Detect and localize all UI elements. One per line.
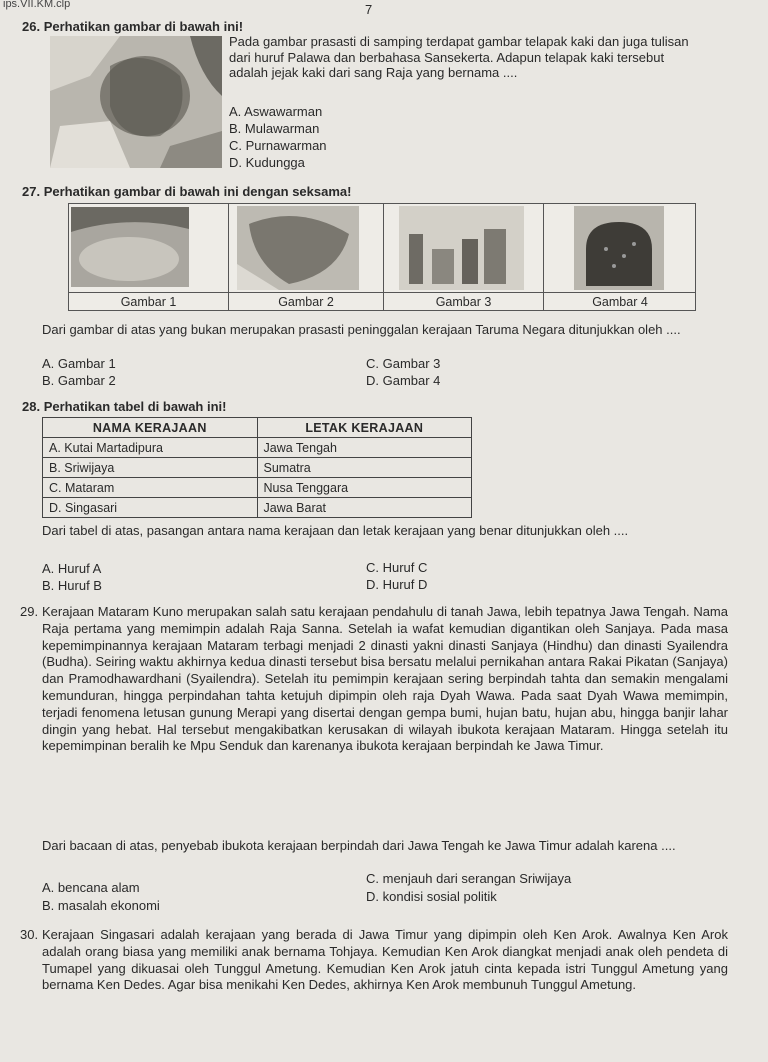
q27-image-table: [68, 203, 696, 311]
q27-caption-1: Gambar 1: [69, 292, 229, 311]
q26-option-a[interactable]: A. Aswawarman: [229, 104, 323, 119]
round-stone-image-4: [544, 204, 696, 292]
kingdom-location: Sumatra: [257, 458, 472, 478]
q29-option-c[interactable]: C. menjauh dari serangan Sriwijaya: [366, 871, 572, 886]
q30-passage: Kerajaan Singasari adalah kerajaan yang berada di Jawa Timur yang dipimpin oleh Ken Arok. Awalnya Ken Arok adalah orang biasa yang memiliki anak bernama Tohjaya. Kemudian Ken Arok diangkat menjadi anak oleh pendeta di Tumapel yang dikuasai oleh Tunggul Ametung. Kemudian Ken Arok jatuh cinta kepada istri Tunggul Ametung yang bernama Ken Dedes. Agar bisa menikahi Ken Dedes, akhirnya Ken Arok membunuh Tunggul Ametung.: [42, 927, 728, 993]
q26-inscription-photo: [50, 36, 222, 168]
q27-image-4: [544, 204, 697, 292]
stone-image-1: [69, 204, 228, 292]
q28-option-b[interactable]: B. Huruf B: [42, 578, 102, 593]
q27-option-c[interactable]: C. Gambar 3: [366, 356, 441, 371]
q26-text: Pada gambar prasasti di samping terdapat gambar telapak kaki dan juga tulisan dari huruf Palawa dan berbahasa Sansekerta. Adapun telapak kaki tersebut adalah jejak kaki dari sang Raja yang bernama ....: [229, 34, 689, 81]
q27-option-b[interactable]: B. Gambar 2: [42, 373, 116, 388]
q28-number: 28.: [22, 399, 41, 414]
q27-title: Perhatikan gambar di bawah ini dengan seksama!: [43, 184, 352, 199]
stone-image-2: [229, 204, 383, 292]
kingdom-name: D. Singasari: [43, 498, 258, 518]
kingdom-name: B. Sriwijaya: [43, 458, 258, 478]
q29-number: 29.: [20, 604, 39, 619]
q28-option-d[interactable]: D. Huruf D: [366, 577, 428, 592]
q27-caption-4: Gambar 4: [544, 292, 696, 311]
q27-question: Dari gambar di atas yang bukan merupakan prasasti peninggalan kerajaan Taruma Negara ditunjukkan oleh ....: [42, 322, 681, 337]
q28-option-a[interactable]: A. Huruf A: [42, 561, 102, 576]
q28-heading: [22, 399, 226, 415]
table-row: [43, 478, 472, 498]
q28-question: Dari tabel di atas, pasangan antara nama kerajaan dan letak kerajaan yang benar ditunjukkan oleh ....: [42, 523, 629, 538]
q27-caption-3: Gambar 3: [384, 292, 544, 311]
q29-question: Dari bacaan di atas, penyebab ibukota kerajaan berpindah dari Jawa Tengah ke Jawa Timur adalah karena ....: [42, 838, 676, 853]
q26-number: 26.: [22, 19, 41, 34]
page-number: 7: [365, 2, 373, 17]
kingdom-name: A. Kutai Martadipura: [43, 438, 258, 458]
table-header-row: [43, 418, 472, 438]
table-row: [43, 458, 472, 478]
kingdom-location: Jawa Tengah: [257, 438, 472, 458]
kingdom-location: Jawa Barat: [257, 498, 472, 518]
q26-heading: [22, 19, 243, 35]
q29-option-d[interactable]: D. kondisi sosial politik: [366, 889, 497, 904]
q26-option-c[interactable]: C. Purnawarman: [229, 138, 327, 153]
source-header: ips.VII.KM.clp: [3, 0, 71, 10]
kingdom-name: C. Mataram: [43, 478, 258, 498]
q28-title: Perhatikan tabel di bawah ini!: [43, 399, 227, 414]
q28-option-c[interactable]: C. Huruf C: [366, 560, 428, 575]
q26-option-d[interactable]: D. Kudungga: [229, 155, 305, 170]
table-row: [43, 498, 472, 518]
q29-option-b[interactable]: B. masalah ekonomi: [42, 898, 160, 913]
q27-option-a[interactable]: A. Gambar 1: [42, 356, 116, 371]
column-header-name: NAMA KERAJAAN: [43, 418, 258, 438]
q27-image-3: [384, 204, 544, 292]
q27-image-2: [229, 204, 384, 292]
footprint-stone-image: [50, 36, 222, 168]
stones-image-3: [384, 204, 543, 292]
q29-passage: Kerajaan Mataram Kuno merupakan salah satu kerajaan pendahulu di tanah Jawa, lebih tepatnya Jawa Tengah. Nama Raja pertama yang memimpin adalah Raja Sanna. Setelah ia wafat kemudian digantikan oleh Sanjaya. Pada masa kepemimpinannya kerajaan Mataram terbagi menjadi 2 dinasti yakni dinasti Sanjaya (Hindhu) dan dinasti Syailendra (Budha). Seiring waktu akhirnya kedua dinasti tersebut bisa bersatu melalui pernikahan antara Rakai Pikatan (Sanjaya) dan Pramodhawardhani (Syailendra). Setelah itu pemimpin kerajaan sering berpindah tahta dan semakin mengalami kemunduran, hingga perpindahan tahta ketujuh dipimpin oleh raja Dyah Wawa. Pada saat Dyah Wawa memimpin, terjadi fenomena letusan gunung Merapi yang disertai dengan gempa bumi, hujan batu, hujan abu, hingga banjir lahar dingin yang hebat. Hal tersebut mengakibatkan kerusakan di wilayah ibukota kerajaan Mataram. Hingga setelah itu kepemimpinan beralih ke Mpu Senduk dan karenanya ibukota kerajaan berpindah ke Jawa Timur.: [42, 604, 728, 754]
q29-option-a[interactable]: A. bencana alam: [42, 880, 140, 895]
q27-option-d[interactable]: D. Gambar 4: [366, 373, 441, 388]
q26-title: Perhatikan gambar di bawah ini!: [43, 19, 244, 34]
column-header-location: LETAK KERAJAAN: [257, 418, 472, 438]
table-row: [43, 438, 472, 458]
q27-heading: [22, 184, 351, 200]
q27-image-1: [69, 204, 229, 292]
q27-caption-2: Gambar 2: [229, 292, 384, 311]
q27-number: 27.: [22, 184, 41, 199]
q30-number: 30.: [20, 927, 39, 942]
q26-option-b[interactable]: B. Mulawarman: [229, 121, 320, 136]
kingdom-location: Nusa Tenggara: [257, 478, 472, 498]
kingdom-table: [42, 417, 472, 518]
